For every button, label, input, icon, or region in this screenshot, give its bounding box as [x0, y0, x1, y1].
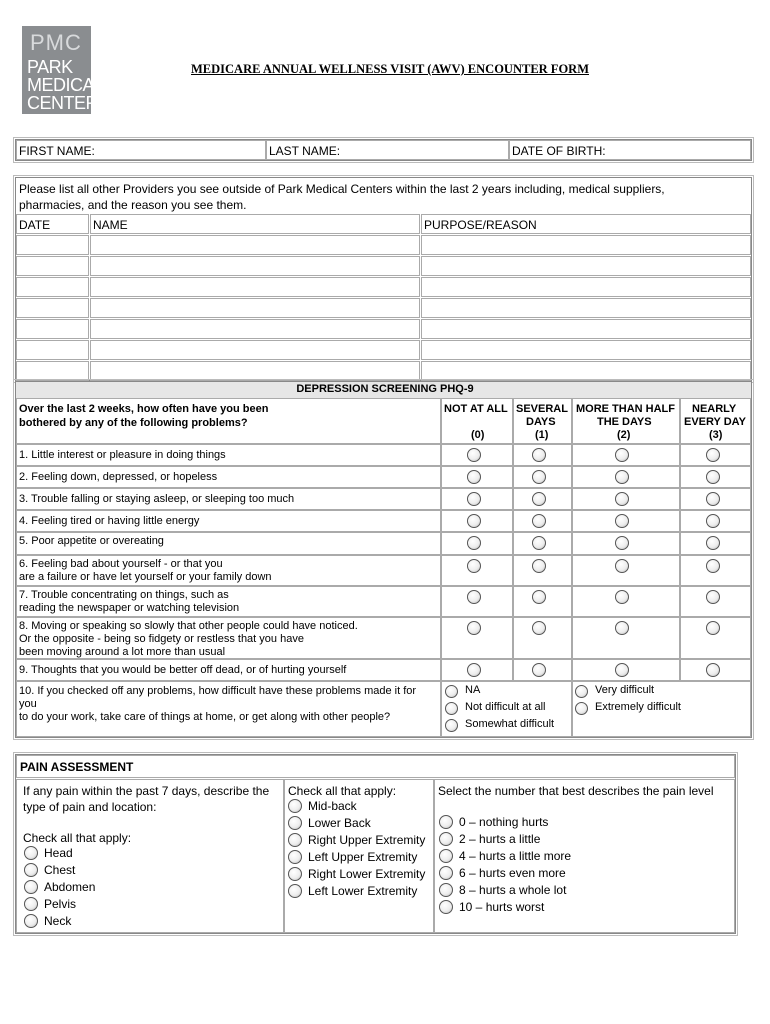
phq9-col-more-than-half	[572, 398, 680, 444]
q10-option-radio[interactable]	[445, 702, 458, 715]
q10-option-label: Very difficult	[595, 684, 655, 696]
pain-location-label: Pelvis	[44, 897, 77, 911]
col-purpose-label: PURPOSE/REASON	[424, 218, 537, 232]
phq9-item-5-option-3-radio[interactable]	[706, 536, 720, 550]
q10-option-radio[interactable]	[445, 719, 458, 732]
last-name-label: LAST NAME:	[269, 144, 341, 158]
pain-location-label: Head	[44, 846, 73, 860]
provider-purpose-cell[interactable]	[421, 340, 751, 360]
q10-text-3: to do your work, take care of things at home, or get along with other people?	[19, 711, 391, 723]
pain-desc-1: If any pain within the past 7 days, describe the	[23, 784, 270, 798]
first-name-field[interactable]	[16, 140, 266, 160]
provider-name-cell[interactable]	[90, 361, 420, 381]
phq9-item	[16, 466, 441, 488]
provider-date-cell[interactable]	[16, 235, 89, 255]
phq9-item-6-option-0-radio[interactable]	[467, 559, 481, 573]
pain-check-all-mid: Check all that apply:	[288, 784, 397, 798]
col3-label-1: NEARLY	[692, 403, 737, 415]
phq9-question-header	[16, 398, 441, 444]
phq9-item-9-option-2-radio[interactable]	[615, 663, 629, 677]
phq9-item-7-option-2-radio[interactable]	[615, 590, 629, 604]
pain-location-label: Chest	[44, 863, 76, 877]
phq9-item	[16, 532, 441, 555]
phq9-col-nearly-every-day	[680, 398, 751, 444]
col1-label-1: SEVERAL	[516, 403, 568, 415]
phq9-item-3-option-1-radio[interactable]	[532, 492, 546, 506]
form-title: MEDICARE ANNUAL WELLNESS VISIT (AWV) ENCOUNTER FORM	[191, 62, 589, 76]
phq9-question-2: bothered by any of the following problems?	[19, 417, 248, 429]
providers-instructions-1: Please list all other Providers you see outside of Park Medical Centers within the last 2 years including, medical suppliers,	[19, 182, 665, 196]
phq9-item-4-option-3-radio[interactable]	[706, 514, 720, 528]
phq9-item-9-option-3-radio[interactable]	[706, 663, 720, 677]
pain-level-radio[interactable]	[439, 832, 453, 846]
phq9-question-1: Over the last 2 weeks, how often have you been	[19, 403, 269, 415]
first-name-label: FIRST NAME:	[19, 144, 95, 158]
phq9-item	[16, 555, 441, 586]
provider-name-cell[interactable]	[90, 235, 420, 255]
pain-location-label: Right Upper Extremity	[308, 833, 426, 847]
phq9-item-9-option-1-radio[interactable]	[532, 663, 546, 677]
provider-date-cell[interactable]	[16, 298, 89, 318]
pain-location-radio[interactable]	[24, 897, 38, 911]
phq9-item-2-option-2-radio[interactable]	[615, 470, 629, 484]
pain-level-label: 10 – hurts worst	[459, 900, 545, 914]
col0-label: NOT AT ALL	[444, 403, 508, 415]
phq9-item-9-option-0-radio[interactable]	[467, 663, 481, 677]
phq9-item	[16, 586, 441, 617]
q10-option-radio[interactable]	[575, 702, 588, 715]
pain-location-radio[interactable]	[288, 884, 302, 898]
provider-date-cell[interactable]	[16, 361, 89, 381]
provider-purpose-cell[interactable]	[421, 256, 751, 276]
pain-level-label: 8 – hurts a whole lot	[459, 883, 567, 897]
phq9-q10	[16, 681, 441, 737]
col-header-purpose	[421, 214, 751, 234]
pain-level-label: 6 – hurts even more	[459, 866, 566, 880]
phq9-item	[16, 617, 441, 659]
pain-location-radio[interactable]	[24, 846, 38, 860]
pain-location-radio[interactable]	[24, 914, 38, 928]
pain-level-radio[interactable]	[439, 900, 453, 914]
phq9-item-4-option-1-radio[interactable]	[532, 514, 546, 528]
provider-name-cell[interactable]	[90, 256, 420, 276]
col3-label-2: EVERY DAY	[684, 416, 746, 428]
pain-location-radio[interactable]	[24, 880, 38, 894]
phq9-item-8-option-1-radio[interactable]	[532, 621, 546, 635]
provider-purpose-cell[interactable]	[421, 277, 751, 297]
col2-label-1: MORE THAN HALF	[576, 403, 675, 415]
phq9-item	[16, 659, 441, 681]
pain-check-all: Check all that apply:	[23, 831, 132, 845]
q10-option-label: NA	[465, 684, 481, 696]
provider-date-cell[interactable]	[16, 256, 89, 276]
col-date-label: DATE	[19, 218, 51, 232]
pain-title: PAIN ASSESSMENT	[20, 760, 134, 774]
phq9-item-5-option-1-radio[interactable]	[532, 536, 546, 550]
phq9-item-text: 6. Feeling bad about yourself - or that you	[19, 558, 223, 570]
pain-level-radio[interactable]	[439, 883, 453, 897]
phq9-item-5-option-2-radio[interactable]	[615, 536, 629, 550]
phq9-item	[16, 444, 441, 466]
providers-instructions-2: pharmacies, and the reason you see them.	[19, 198, 247, 212]
q10-option-label: Extremely difficult	[595, 701, 681, 713]
phq9-item-text: 4. Feeling tired or having little energy	[19, 515, 200, 527]
provider-name-cell[interactable]	[90, 340, 420, 360]
phq9-item-5-option-0-radio[interactable]	[467, 536, 481, 550]
logo-line-centers: CENTERS	[27, 93, 110, 113]
phq9-item-3-option-0-radio[interactable]	[467, 492, 481, 506]
pain-level-radio[interactable]	[439, 815, 453, 829]
pain-desc-2: type of pain and location:	[23, 800, 157, 814]
provider-date-cell[interactable]	[16, 319, 89, 339]
provider-purpose-cell[interactable]	[421, 319, 751, 339]
provider-name-cell[interactable]	[90, 277, 420, 297]
phq9-item-7-option-1-radio[interactable]	[532, 590, 546, 604]
phq9-item-2-option-3-radio[interactable]	[706, 470, 720, 484]
q10-option-label: Somewhat difficult	[465, 718, 555, 730]
provider-purpose-cell[interactable]	[421, 298, 751, 318]
phq9-item-8-option-2-radio[interactable]	[615, 621, 629, 635]
col-name-label: NAME	[93, 218, 128, 232]
q10-text-2: you	[19, 698, 37, 710]
pain-location-radio[interactable]	[288, 867, 302, 881]
pain-level-radio[interactable]	[439, 849, 453, 863]
phq9-item-text: 2. Feeling down, depressed, or hopeless	[19, 471, 218, 483]
phq9-item-8-option-3-radio[interactable]	[706, 621, 720, 635]
phq9-item-text: are a failure or have let yourself or your family down	[19, 571, 272, 583]
phq9-item-6-option-1-radio[interactable]	[532, 559, 546, 573]
col1-label-2: DAYS	[526, 416, 556, 428]
col-header-date	[16, 214, 89, 234]
phq9-item-text: 8. Moving or speaking so slowly that other people could have noticed.	[19, 620, 358, 632]
provider-date-cell[interactable]	[16, 340, 89, 360]
pain-level-radio[interactable]	[439, 866, 453, 880]
logo-line-park: PARK	[27, 57, 73, 77]
phq9-item-2-option-1-radio[interactable]	[532, 470, 546, 484]
col0-score: (0)	[471, 429, 485, 441]
logo-line-medical: MEDICAL	[27, 75, 104, 95]
pain-location-label: Right Lower Extremity	[308, 867, 426, 881]
phq9-item-8-option-0-radio[interactable]	[467, 621, 481, 635]
pain-location-label: Mid-back	[308, 799, 357, 813]
phq9-item-7-option-0-radio[interactable]	[467, 590, 481, 604]
last-name-field[interactable]	[266, 140, 509, 160]
phq9-item-text: been moving around a lot more than usual	[19, 646, 226, 658]
pain-location-radio[interactable]	[24, 863, 38, 877]
pain-level-label: 0 – nothing hurts	[459, 815, 549, 829]
phq9-item-text: reading the newspaper or watching television	[19, 602, 240, 614]
phq9-item-4-option-2-radio[interactable]	[615, 514, 629, 528]
phq9-col-several-days	[513, 398, 572, 444]
provider-date-cell[interactable]	[16, 277, 89, 297]
dob-label: DATE OF BIRTH:	[512, 144, 606, 158]
pain-level-title: Select the number that best describes the pain level	[438, 784, 714, 798]
provider-name-cell[interactable]	[90, 319, 420, 339]
phq9-item-text: 7. Trouble concentrating on things, such as	[19, 589, 229, 601]
pain-location-label: Left Lower Extremity	[308, 884, 418, 898]
col1-score: (1)	[535, 429, 549, 441]
provider-purpose-cell[interactable]	[421, 235, 751, 255]
col2-score: (2)	[617, 429, 631, 441]
phq9-item-text: 1. Little interest or pleasure in doing things	[19, 449, 226, 461]
phq9-item-3-option-3-radio[interactable]	[706, 492, 720, 506]
pain-location-label: Left Upper Extremity	[308, 850, 418, 864]
q10-option-radio[interactable]	[575, 685, 588, 698]
phq9-item-7-option-3-radio[interactable]	[706, 590, 720, 604]
pain-level-label: 4 – hurts a little more	[459, 849, 572, 863]
pain-title-row	[16, 755, 735, 778]
pain-location-label: Lower Back	[308, 816, 371, 830]
col3-score: (3)	[709, 429, 723, 441]
logo-initials: PMC	[30, 30, 82, 55]
phq9-item-6-option-2-radio[interactable]	[615, 559, 629, 573]
col-header-name	[90, 214, 420, 234]
phq9-item-1-option-2-radio[interactable]	[615, 448, 629, 462]
phq9-item-text: 5. Poor appetite or overeating	[19, 535, 164, 547]
pain-level-label: 2 – hurts a little	[459, 832, 541, 846]
phq9-item	[16, 510, 441, 532]
phq9-item-4-option-0-radio[interactable]	[467, 514, 481, 528]
phq9-col-not-at-all	[441, 398, 513, 444]
pain-location-radio[interactable]	[288, 816, 302, 830]
pain-location-label: Abdomen	[44, 880, 96, 894]
q10-text-1: 10. If you checked off any problems, how difficult have these problems made it for	[19, 685, 417, 697]
pain-location-radio[interactable]	[288, 850, 302, 864]
phq9-item-6-option-3-radio[interactable]	[706, 559, 720, 573]
phq9-item-text: 9. Thoughts that you would be better off dead, or of hurting yourself	[19, 664, 347, 676]
phq9-item-1-option-0-radio[interactable]	[467, 448, 481, 462]
provider-purpose-cell[interactable]	[421, 361, 751, 381]
phq9-item-1-option-1-radio[interactable]	[532, 448, 546, 462]
phq9-item-1-option-3-radio[interactable]	[706, 448, 720, 462]
phq9-title: DEPRESSION SCREENING PHQ-9	[296, 383, 474, 395]
pain-location-radio[interactable]	[288, 833, 302, 847]
phq9-item-text: Or the opposite - being so fidgety or restless that you have	[19, 633, 304, 645]
phq9-item-text: 3. Trouble falling or staying asleep, or sleeping too much	[19, 493, 295, 505]
phq9-item-2-option-0-radio[interactable]	[467, 470, 481, 484]
q10-option-radio[interactable]	[445, 685, 458, 698]
phq9-item	[16, 488, 441, 510]
dob-field[interactable]	[509, 140, 751, 160]
pain-location-radio[interactable]	[288, 799, 302, 813]
col2-label-2: THE DAYS	[597, 416, 652, 428]
provider-name-cell[interactable]	[90, 298, 420, 318]
q10-option-label: Not difficult at all	[465, 701, 546, 713]
phq9-item-3-option-2-radio[interactable]	[615, 492, 629, 506]
pain-location-label: Neck	[44, 914, 72, 928]
